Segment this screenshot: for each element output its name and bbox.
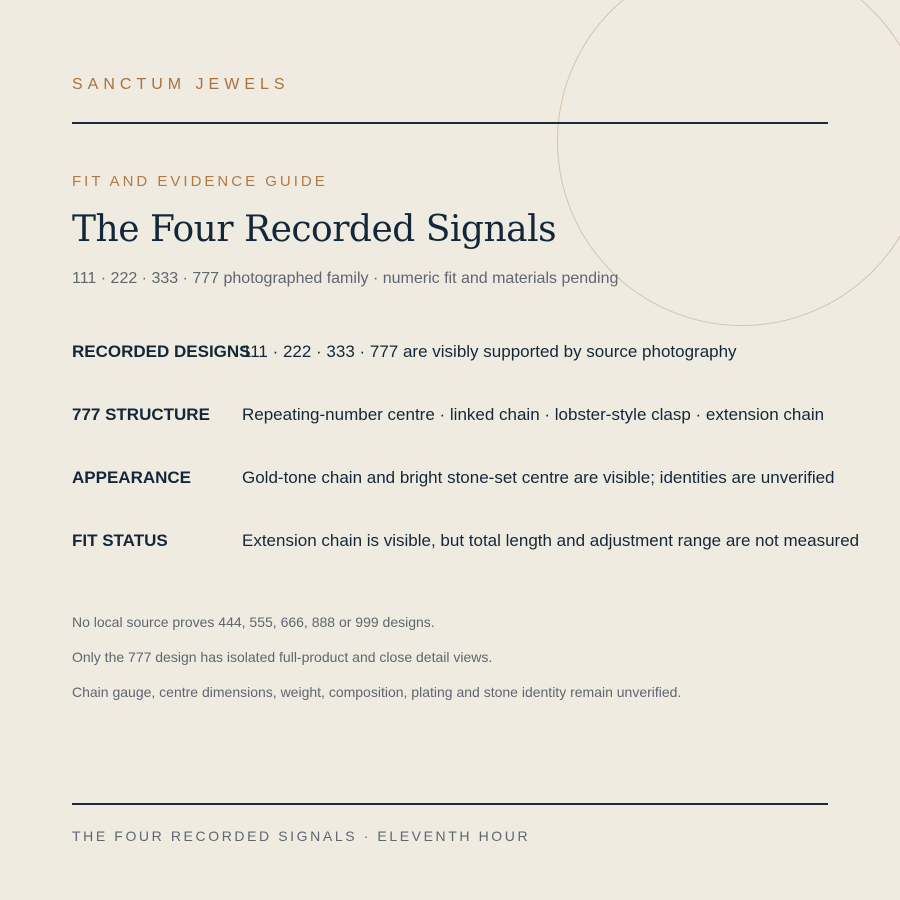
page-subtitle: 111 · 222 · 333 · 777 photographed family · numeric fit and materials pending (72, 270, 619, 287)
row-value-777-structure: Repeating-number centre · linked chain · lobster-style clasp · extension chain (242, 405, 825, 424)
row-label-fit-status: FIT STATUS (72, 531, 168, 550)
row-label-777-structure: 777 STRUCTURE (72, 405, 210, 424)
footer-text: THE FOUR RECORDED SIGNALS · ELEVENTH HOUR (72, 828, 531, 844)
note-item: Only the 777 design has isolated full-product and close detail views. (72, 649, 493, 665)
row-value-fit-status: Extension chain is visible, but total length and adjustment range are not measured (242, 531, 860, 550)
note-item: No local source proves 444, 555, 666, 888 or 999 designs. (72, 614, 435, 630)
note-item: Chain gauge, centre dimensions, weight, composition, plating and stone identity remain unverified. (72, 684, 682, 700)
bottom-divider (72, 803, 828, 805)
eyebrow-label: FIT AND EVIDENCE GUIDE (72, 173, 328, 190)
row-value-recorded-designs: 111 · 222 · 333 · 777 are visibly supported by source photography (242, 342, 737, 361)
row-label-appearance: APPEARANCE (72, 468, 192, 487)
row-value-appearance: Gold-tone chain and bright stone-set centre are visible; identities are unverified (242, 468, 835, 487)
row-label-recorded-designs: RECORDED DESIGNS (72, 342, 251, 361)
top-divider (72, 122, 828, 124)
page-title: The Four Recorded Signals (72, 209, 557, 250)
brand-name: SANCTUM JEWELS (72, 76, 290, 93)
